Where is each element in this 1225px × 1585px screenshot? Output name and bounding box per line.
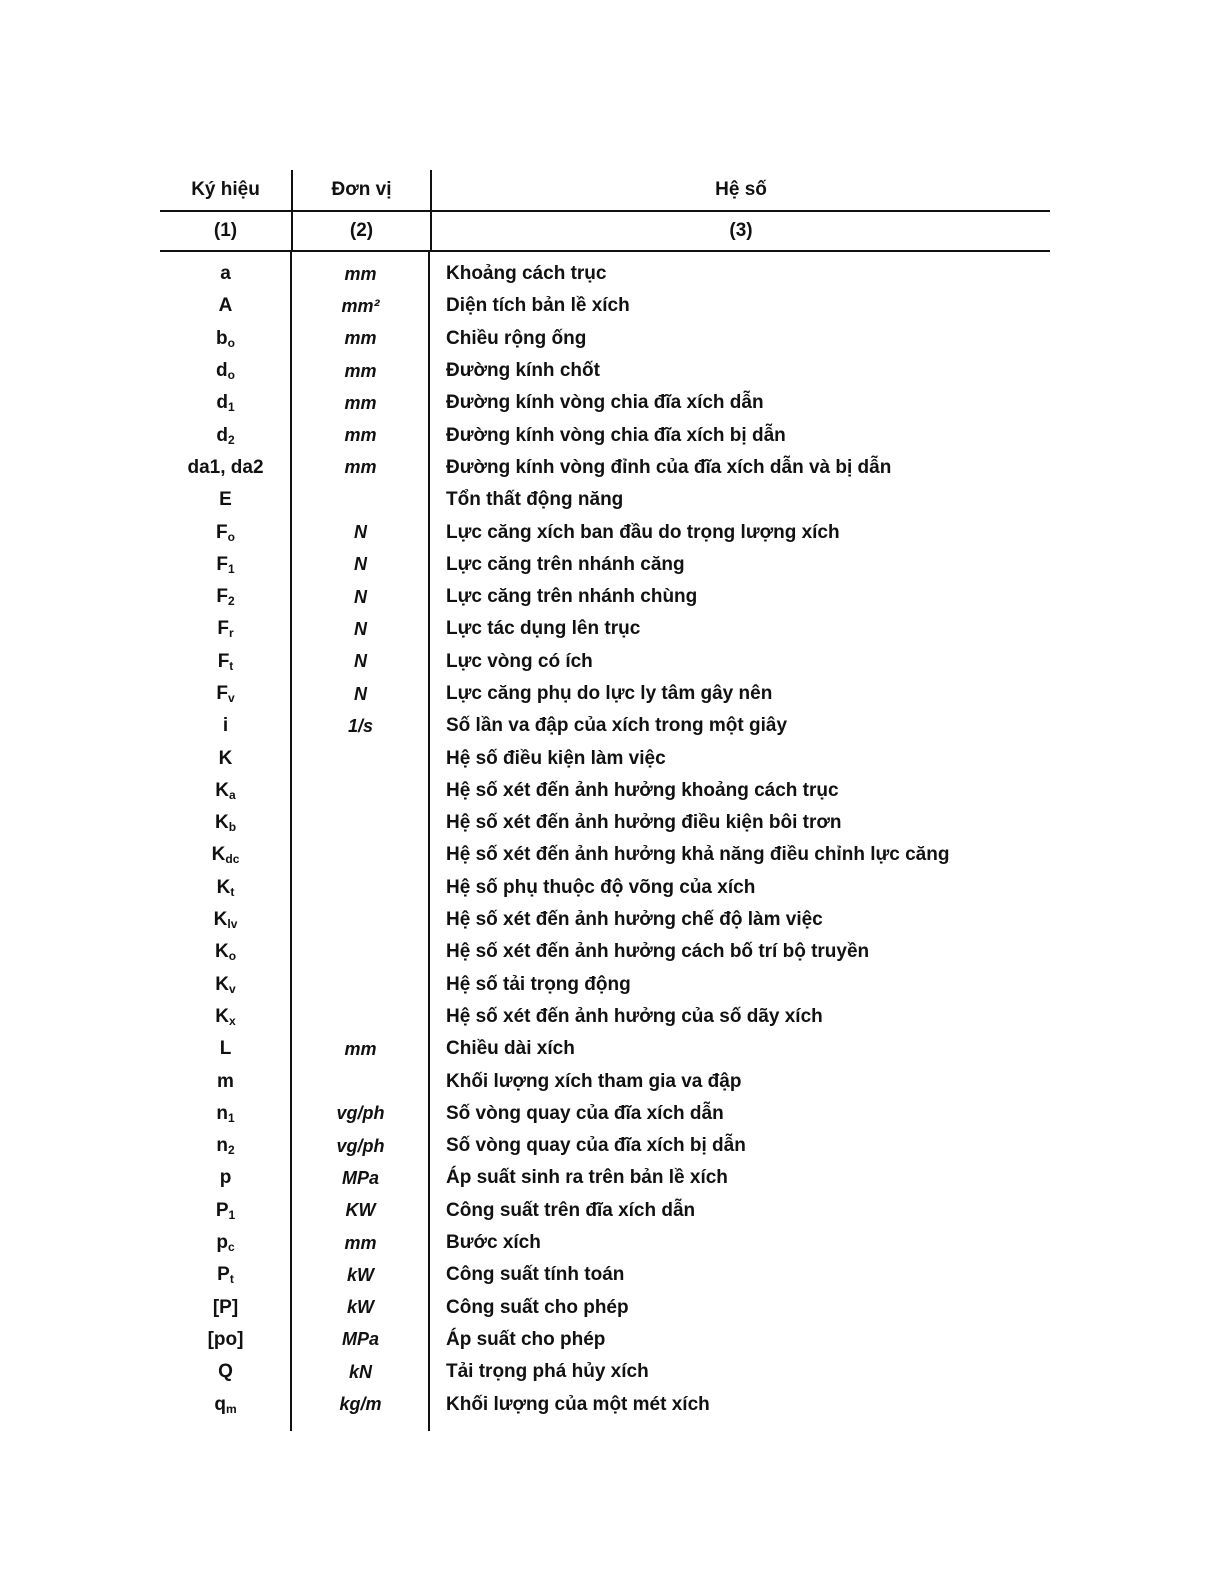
description-cell: Lực căng xích ban đầu do trọng lượng xích [446,521,840,543]
table-row [160,936,1050,968]
header-unit: Đơn vị [291,170,430,210]
symbol-text: da1, da2 [187,456,264,478]
table-row [160,1098,1050,1130]
table-row [160,839,1050,871]
symbol-cell [160,974,291,996]
unit-cell: mm [344,392,377,413]
table-row [160,1227,1050,1259]
symbol-cell [160,1361,291,1383]
symbol-cell [160,586,291,608]
column-divider [428,252,430,1431]
symbol-cell [160,1006,291,1028]
description-cell: Số lần va đập của xích trong một giây [446,715,788,737]
symbol-cell [160,489,291,511]
description-cell: Hệ số xét đến ảnh hưởng khả năng điều chỉnh lực căng [446,844,950,866]
unit-cell: MPa [341,1329,379,1350]
table-row [160,452,1050,484]
symbol-cell [160,1200,291,1222]
symbol-subscript: v [229,981,236,996]
description-cell: Diện tích bản lề xích [446,295,630,317]
symbol-text: b [216,327,228,349]
column-number-2: (2) [291,212,430,250]
table-row [160,581,1050,613]
symbol-cell [160,360,291,382]
symbol-text: n [216,1102,228,1124]
description-cell: Đường kính vòng chia đĩa xích dẫn [446,392,764,414]
table-row [160,323,1050,355]
table-row [160,1033,1050,1065]
table-row [160,1292,1050,1324]
symbol-cell [160,1297,291,1319]
symbol-subscript: o [227,368,235,383]
description-cell: Khối lượng của một mét xích [446,1393,710,1415]
description-cell: Hệ số phụ thuộc độ võng của xích [446,876,756,898]
symbol-cell [160,1135,291,1157]
table-row [160,807,1050,839]
symbol-subscript: o [227,529,235,544]
unit-cell: mm [344,425,377,446]
description-cell: Khoảng cách trục [446,263,607,285]
symbol-text: [P] [212,1296,239,1318]
symbol-cell [160,425,291,447]
unit-cell: kW [347,1264,374,1285]
symbol-text: m [217,1070,234,1092]
unit-cell: mm [344,1038,377,1059]
symbol-cell [160,1394,291,1416]
symbol-text: K [211,844,226,866]
symbol-text: K [215,779,230,801]
symbol-text: F [216,586,228,608]
symbol-text: F [216,553,228,575]
symbol-text: F [216,521,228,543]
table-row [160,969,1050,1001]
table-row [160,1065,1050,1097]
description-cell: Lực căng trên nhánh chùng [446,586,698,608]
symbol-text: [po] [207,1328,244,1350]
table-row [160,290,1050,322]
table-row [160,1259,1050,1291]
table-row [160,419,1050,451]
symbol-cell [160,780,291,802]
symbol-cell [160,1103,291,1125]
unit-cell: MPa [341,1167,379,1188]
symbol-subscript: 1 [228,1207,236,1222]
symbol-text: a [220,263,231,285]
table-row [160,1130,1050,1162]
description-cell: Hệ số điều kiện làm việc [446,747,666,769]
symbol-subscript: 2 [227,1143,235,1158]
description-cell: Lực tác dụng lên trục [446,618,641,640]
symbol-text: F [217,650,230,672]
table-row [160,742,1050,774]
symbol-subscript: a [229,787,236,802]
table-row [160,1001,1050,1033]
column-divider [290,252,292,1431]
symbol-cell [160,295,291,317]
symbol-cell [160,715,291,737]
symbol-subscript: 1 [227,400,235,415]
symbol-cell [160,1232,291,1254]
symbol-subscript: c [227,1240,235,1255]
unit-cell: kg/m [339,1394,382,1415]
unit-cell: mm [344,328,377,349]
table-row [160,1388,1050,1420]
symbol-cell [160,457,291,479]
description-cell: Số vòng quay của đĩa xích dẫn [446,1102,724,1124]
symbol-subscript: v [227,691,235,705]
unit-cell: N [354,522,367,543]
table-row [160,710,1050,742]
unit-cell: kN [348,1361,372,1382]
symbol-cell [160,748,291,770]
description-cell: Khối lượng xích tham gia va đập [446,1070,742,1092]
unit-cell: mm [344,1232,377,1253]
symbol-text: q [214,1393,226,1415]
symbol-subscript: b [228,820,237,835]
description-cell: Đường kính chốt [446,360,600,382]
symbol-text: L [219,1038,232,1060]
symbol-cell [160,683,291,705]
description-cell: Lực căng trên nhánh căng [446,553,685,575]
symbol-text: K [214,812,229,834]
table-row [160,1195,1050,1227]
symbol-cell [160,844,291,866]
table-body [160,258,1050,1421]
table-row [160,613,1050,645]
symbol-subscript: lv [227,917,238,932]
symbol-cell [160,812,291,834]
description-cell: Hệ số xét đến ảnh hưởng của số dãy xích [446,1005,823,1027]
symbol-subscript: r [228,626,234,641]
unit-cell: N [354,651,367,672]
symbol-cell [160,941,291,963]
unit-cell: vg/ph [336,1103,385,1124]
table-row [160,646,1050,678]
symbol-text: P [215,1199,229,1221]
symbol-subscript: m [225,1401,237,1416]
symbol-cell [160,1038,291,1060]
symbol-cell [160,522,291,544]
table-header [160,170,1050,212]
symbol-text: K [215,973,230,995]
description-cell: Hệ số xét đến ảnh hưởng khoảng cách trục [446,779,839,801]
description-cell: Áp suất sinh ra trên bản lề xích [446,1167,728,1189]
description-cell: Lực căng phụ do lực ly tâm gây nên [446,683,773,704]
unit-cell: N [354,554,367,575]
symbol-cell [160,1071,291,1093]
description-cell: Tổn thất động năng [446,489,624,511]
symbol-text: n [216,1135,228,1157]
symbol-text: F [216,683,228,704]
symbol-text: p [216,1232,228,1254]
symbol-subscript: t [230,884,235,899]
symbol-cell [160,618,291,640]
symbol-subscript: 1 [227,561,235,576]
table-row [160,387,1050,419]
table-row [160,258,1050,290]
symbol-subscript: 2 [227,432,235,447]
symbol-text: i [222,715,229,737]
unit-cell: N [354,683,367,704]
description-cell: Áp suất cho phép [446,1328,606,1350]
symbol-subscript: x [229,1013,236,1028]
table-row [160,678,1050,710]
description-cell: Hệ số xét đến ảnh hưởng cách bố trí bộ truyền [446,941,870,963]
column-numbers [160,212,1050,252]
header-symbol: Ký hiệu [191,179,260,200]
unit-cell: mm² [341,295,380,316]
description-cell: Tải trọng phá hủy xích [446,1361,649,1383]
symbol-text: K [215,1005,230,1027]
symbol-text: E [219,489,232,511]
description-cell: Đường kính vòng đỉnh của đĩa xích dẫn và bị dẫn [446,456,892,478]
symbol-subscript: o [227,335,235,350]
description-cell: Số vòng quay của đĩa xích bị dẫn [446,1135,746,1157]
table-row [160,484,1050,516]
symbol-text: K [214,941,229,963]
symbol-subscript: 1 [227,1110,235,1125]
symbol-cell [160,392,291,414]
symbol-text: d [216,392,228,414]
description-cell: Lực vòng có ích [446,650,593,672]
table-row [160,1162,1050,1194]
symbol-subscript: t [229,1272,234,1287]
symbol-text: p [219,1167,232,1189]
symbol-cell [160,877,291,899]
symbol-text: K [218,747,233,769]
unit-cell: 1/s [347,715,374,736]
symbol-cell [160,554,291,576]
symbol-table [160,170,1050,1421]
symbol-text: F [217,618,229,640]
unit-cell: mm [344,457,377,478]
symbol-text: Q [218,1361,233,1383]
symbol-subscript: 2 [227,594,235,609]
description-cell: Hệ số xét đến ảnh hưởng điều kiện bôi trơn [446,812,842,834]
description-cell: Công suất tính toán [446,1264,625,1286]
description-cell: Công suất trên đĩa xích dẫn [446,1199,696,1221]
table-row [160,549,1050,581]
description-cell: Hệ số tải trọng động [446,973,631,995]
description-cell: Công suất cho phép [446,1296,629,1318]
symbol-text: d [216,424,228,446]
column-number-3: (3) [430,212,1050,250]
column-number-1: (1) [213,220,238,241]
description-cell: Chiều rộng ống [446,327,587,349]
unit-cell: mm [344,263,377,284]
table-row [160,1356,1050,1388]
unit-cell: mm [344,360,377,381]
description-cell: Đường kính vòng chia đĩa xích bị dẫn [446,424,786,446]
symbol-cell [160,263,291,285]
header-coefficient: Hệ số [430,170,1050,210]
symbol-cell [160,1264,291,1286]
unit-cell: kW [347,1297,374,1318]
description-cell: Bước xích [446,1232,541,1254]
symbol-text: P [217,1264,230,1286]
table-row [160,355,1050,387]
unit-cell: N [354,586,367,607]
symbol-cell [160,1167,291,1189]
symbol-cell [160,651,291,673]
table-row [160,904,1050,936]
symbol-cell [160,1329,291,1351]
table-row [160,516,1050,548]
symbol-cell [160,909,291,931]
symbol-subscript: o [228,949,237,964]
symbol-text: K [216,876,231,898]
description-cell: Chiều dài xích [446,1038,575,1060]
symbol-text: K [213,909,228,931]
symbol-text: A [218,295,233,317]
unit-cell: vg/ph [336,1135,385,1156]
table-row [160,1324,1050,1356]
unit-cell: N [354,618,367,639]
symbol-cell [160,328,291,350]
symbol-subscript: t [229,658,234,673]
table-row [160,872,1050,904]
symbol-subscript: dc [225,852,240,867]
symbol-text: d [216,360,228,382]
description-cell: Hệ số xét đến ảnh hưởng chế độ làm việc [446,909,823,931]
unit-cell: KW [345,1200,376,1221]
table-row [160,775,1050,807]
